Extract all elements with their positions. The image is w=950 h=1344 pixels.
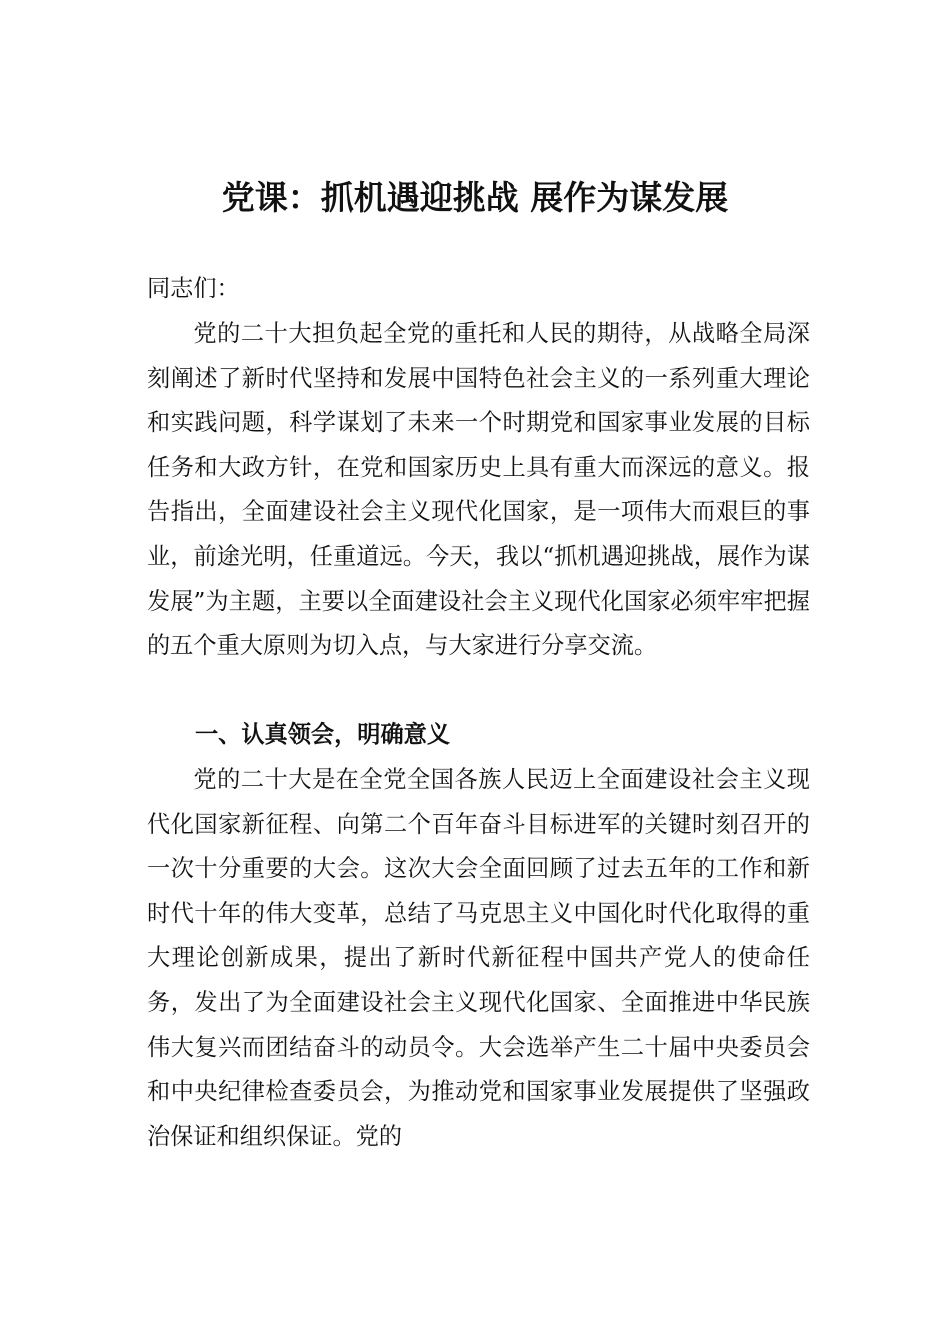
document-title: 党课：抓机遇迎挑战 展作为谋发展 [221,178,729,217]
section-1-heading: 一、认真领会，明确意义 [195,721,451,748]
paragraph-2: 党的二十大是在全党全国各族人民迈上全面建设社会主义现代化国家新征程、向第二个百年奋斗目标进军的关键时刻召开的一次十分重要的大会。这次大会全面回顾了过去五年的工作和新时代十年的伟大变革，总结了马克思主义中国化时代化取得的重大理论创新成果，提出了新时代新征程中国共产党人的使命任务，发出了为全面建设社会主义现代化国家、全面推进中华民族伟大复兴而团结奋斗的动员令。大会选举产生二十届中央委员会和中央纪律检查委员会，为推动党和国家事业发展提供了坚强政治保证和组织保证。党的 [147,766,810,1150]
paragraph-1: 党的二十大担负起全党的重托和人民的期待，从战略全局深刻阐述了新时代坚持和发展中国特色社会主义的一系列重大理论和实践问题，科学谋划了未来一个时期党和国家事业发展的目标任务和大政方针，在党和国家历史上具有重大而深远的意义。报告指出，全面建设社会主义现代化国家，是一项伟大而艰巨的事业，前途光明，任重道远。今天，我以“抓机遇迎挑战，展作为谋发展”为主题，主要以全面建设社会主义现代化国家必须牢牢把握的五个重大原则为切入点，与大家进行分享交流。 [147,320,810,660]
salutation: 同志们： [147,275,240,302]
